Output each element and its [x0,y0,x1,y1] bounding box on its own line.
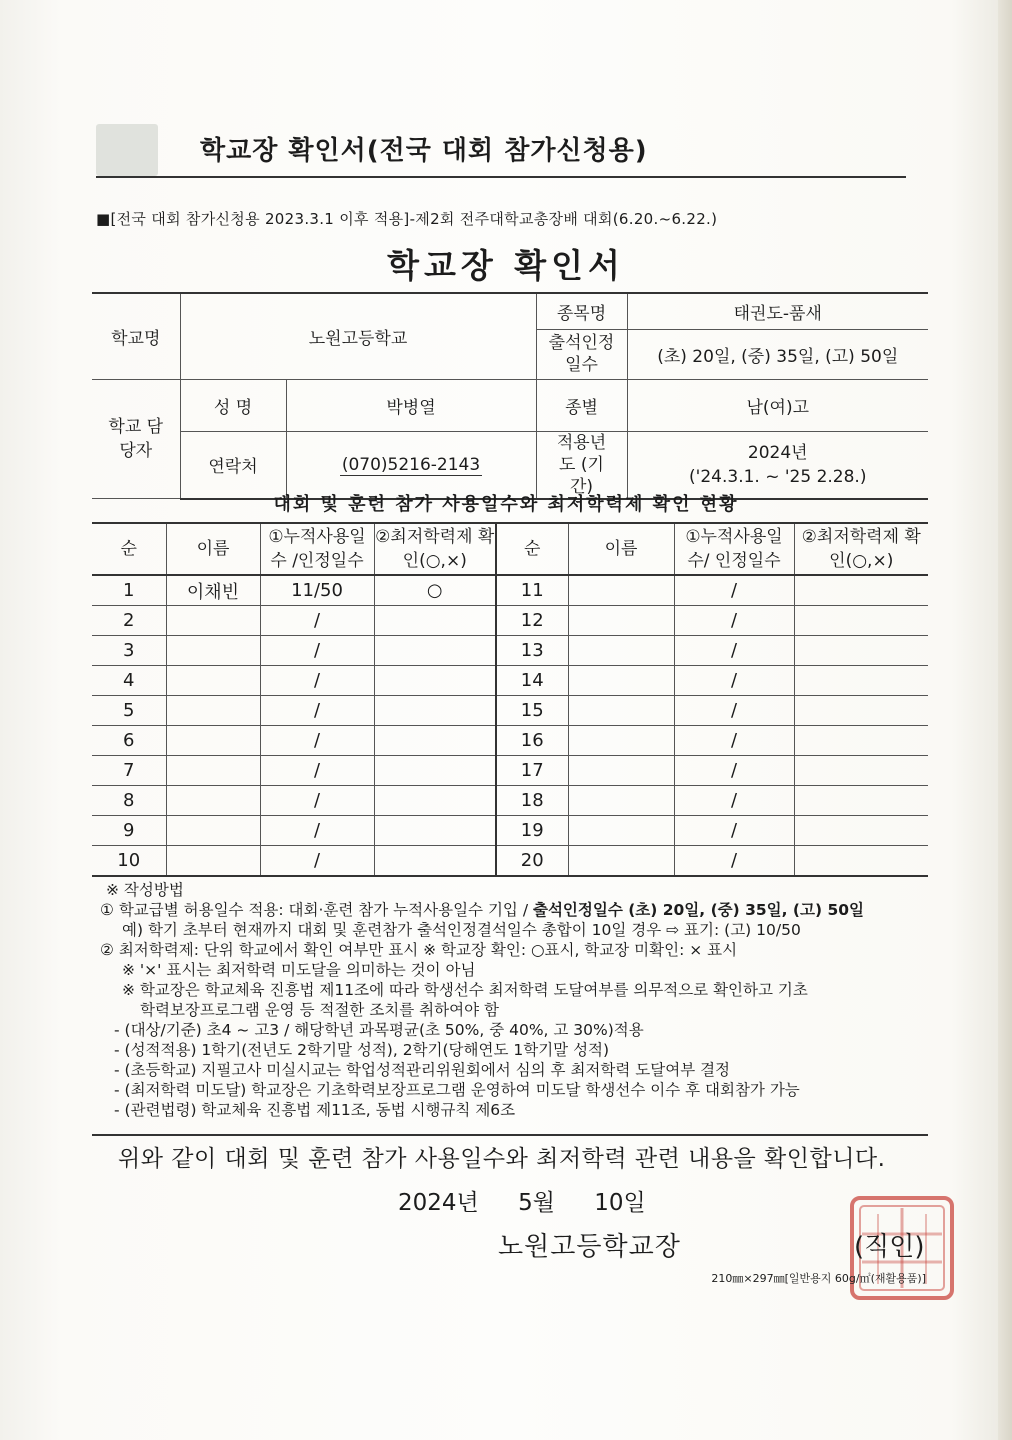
section-title: 대회 및 훈련 참가 사용일수와 최저학력제 확인 현황 [273,494,739,515]
cell-name [166,846,260,877]
header-no-2: 순 [496,523,568,575]
date-day: 10일 [594,1190,646,1216]
confirm-statement: 위와 같이 대회 및 훈련 참가 사용일수와 최저학력 관련 내용을 확인합니다. [118,1146,886,1172]
document-title: 학교장 확인서(전국 대회 참가신청용) [200,136,648,166]
cell-no2: 14 [496,666,568,696]
cell-days: / [260,786,374,816]
cell-days2: / [674,786,794,816]
cell-no: 1 [92,575,166,606]
bullet-2: - (성적적용) 1학기(전년도 2학기말 성적), 2학기(당해연도 1학기말 성적) [114,1041,610,1059]
cell-check2 [794,606,928,636]
cell-no2: 20 [496,846,568,877]
cell-days: / [260,726,374,756]
cell-no: 6 [92,726,166,756]
cell-check2 [794,786,928,816]
cell-check [374,756,496,786]
header-days: ①누적사용일수 /인정일수 [260,523,374,575]
table-row [92,575,928,606]
cell-name [166,726,260,756]
cell-no: 9 [92,816,166,846]
cell-check2 [794,816,928,846]
cell-no: 7 [92,756,166,786]
cell-name2 [568,726,674,756]
paper-spec: 210㎜×297㎜[일반용지 60g/㎡(재활용품)] [711,1272,926,1285]
cell-days: / [260,816,374,846]
notes-rule [92,1134,928,1136]
contact-value [286,431,536,499]
header-days-2: ①누적사용일수/ 인정일수 [674,523,794,575]
year-value: 2024년 [747,442,808,463]
cell-check [374,666,496,696]
principal-name: 노원고등학교장 [498,1232,681,1262]
cell-days2: / [674,846,794,877]
cell-days2: / [674,816,794,846]
attend-label: 출석인정 일수 [536,329,627,379]
cell-days: / [260,696,374,726]
cell-name2 [568,816,674,846]
bullet-4: - (최저학력 미도달) 학교장은 기초학력보장프로그램 운영하여 미도달 학생선수 이수 후 대회참가 가능 [114,1081,800,1099]
bullet-1: - (대상/기준) 초4 ~ 고3 / 해당학년 과목평균(초 50%, 중 40%, 고 30%)적용 [114,1021,644,1039]
cell-days2: / [674,575,794,606]
gender-value: 남(여)고 [627,379,928,431]
cell-no2: 13 [496,636,568,666]
cell-no: 5 [92,696,166,726]
cell-days2: / [674,636,794,666]
cell-check [374,606,496,636]
year-cell [627,431,928,499]
cell-check2 [794,726,928,756]
table-row [92,846,928,877]
table-row [92,606,928,636]
cell-check [374,696,496,726]
cell-days: 11/50 [260,575,374,606]
form-logo-icon [96,124,158,176]
sign-date [398,1184,678,1217]
cell-no2: 19 [496,816,568,846]
cell-check [374,786,496,816]
year-label: 적용년도 (기간) [536,431,627,499]
cell-name2 [568,606,674,636]
note-5: 학력보장프로그램 운영 등 적절한 조치를 취하여야 함 [140,1001,499,1019]
cell-name [166,636,260,666]
cell-days2: / [674,666,794,696]
cell-days2: / [674,606,794,636]
table-row [92,726,928,756]
cell-no: 10 [92,846,166,877]
cell-check [374,726,496,756]
header-check-2: ②최저학력제 확인(○,×) [794,523,928,575]
cell-days: / [260,636,374,666]
paper-edge [998,0,1012,1440]
cell-no2: 17 [496,756,568,786]
table-row [92,696,928,726]
school-label: 학교명 [92,293,180,379]
info-table [92,292,928,500]
table-row [92,666,928,696]
cell-check2 [794,756,928,786]
cell-name2 [568,756,674,786]
cell-check [374,636,496,666]
cell-no: 3 [92,636,166,666]
note-4: ※ 학교장은 학교체육 진흥법 제11조에 따라 학생선수 최저학력 도달여부를 의무적으로 확인하고 기초 [122,981,808,999]
cell-days: / [260,846,374,877]
bullet-3: - (초등학교) 지필고사 미실시교는 학업성적관리위원회에서 심의 후 최저학력 도달여부 결정 [114,1061,731,1079]
table-row [92,816,928,846]
cell-days2: / [674,696,794,726]
cell-days: / [260,606,374,636]
cell-name2 [568,666,674,696]
school-value: 노원고등학교 [180,293,536,379]
table-row [92,756,928,786]
attend-value: (초) 20일, (중) 35일, (고) 50일 [627,329,928,379]
cell-no2: 16 [496,726,568,756]
notes-heading: ※ 작성방법 [106,881,184,899]
apply-line: ■[전국 대회 참가신청용 2023.3.1 이후 적용]-제2회 전주대학교총장배 대회(6.20.~6.22.) [96,210,718,228]
cell-days: / [260,756,374,786]
cell-no2: 12 [496,606,568,636]
cell-check2 [794,846,928,877]
instructions [100,880,930,1120]
cell-no: 2 [92,606,166,636]
name-value: 박병열 [286,379,536,431]
header-no: 순 [92,523,166,575]
cell-name [166,696,260,726]
cell-check [374,816,496,846]
cell-name2 [568,846,674,877]
event-label: 종목명 [536,293,627,329]
cell-name [166,606,260,636]
cell-name [166,816,260,846]
gender-label: 종별 [536,379,627,431]
cell-name [166,756,260,786]
cell-name [166,786,260,816]
table-row [92,786,928,816]
note-3: ※ '×' 표시는 최저학력 미도달을 의미하는 것이 아님 [122,961,476,979]
header-check: ②최저학력제 확인(○,×) [374,523,496,575]
event-value: 태권도-품새 [627,293,928,329]
cell-no2: 18 [496,786,568,816]
table-row [92,636,928,666]
cell-no2: 11 [496,575,568,606]
roster-table [92,522,928,877]
contact-number: (070)5216-2143 [341,454,481,475]
bullet-5: - (관련법령) 학교체육 진흥법 제11조, 동법 시행규칙 제6조 [114,1101,516,1119]
cell-name2 [568,575,674,606]
cell-name2 [568,636,674,666]
cell-no2: 15 [496,696,568,726]
cell-no: 8 [92,786,166,816]
cell-days2: / [674,756,794,786]
period-value: ('24.3.1. ~ '25 2.28.) [689,466,867,487]
cell-check2 [794,696,928,726]
cell-name2 [568,786,674,816]
cell-check [374,846,496,877]
cell-name: 이채빈 [166,575,260,606]
name-label: 성 명 [180,379,286,431]
cell-check2 [794,575,928,606]
note-1-example: 예) 학기 초부터 현재까지 대회 및 훈련참가 출석인정결석일수 총합이 10일 경우 ⇨ 표기: (고) 10/50 [122,921,801,939]
date-year: 2024년 [398,1190,479,1216]
title-rule [96,176,906,178]
cell-no: 4 [92,666,166,696]
cell-days2: / [674,726,794,756]
main-title: 학교장 확인서 [387,246,625,285]
cell-check2 [794,666,928,696]
cell-check2 [794,636,928,666]
date-month: 5월 [518,1190,555,1216]
note-1 [100,900,930,920]
cell-name [166,666,260,696]
note-1-bold: 출석인정일수 (초) 20일, (중) 35일, (고) 50일 [532,901,865,919]
cell-check: ○ [374,575,496,606]
note-2: ② 최저학력제: 단위 학교에서 확인 여부만 표시 ※ 학교장 확인: ○표시, 학교장 미확인: × 표시 [100,941,738,959]
header-name: 이름 [166,523,260,575]
seal-label: (직인) [854,1232,925,1262]
contact-label: 연락처 [180,431,286,499]
cell-days: / [260,666,374,696]
note-1-text: ① 학교급별 허용일수 적용: 대회·훈련 참가 누적사용일수 기입 / [100,901,533,919]
cell-name2 [568,696,674,726]
header-name-2: 이름 [568,523,674,575]
manager-label: 학교 담당자 [92,379,180,499]
